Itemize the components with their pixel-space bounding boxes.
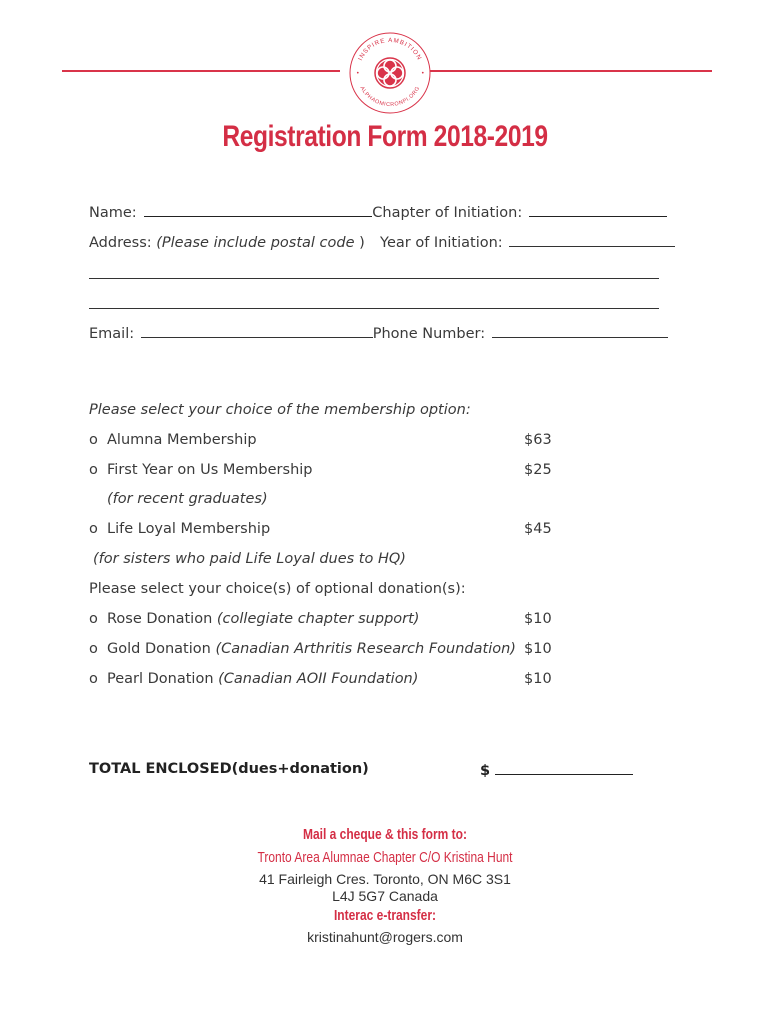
year-label: Year of Initiation: (380, 235, 503, 251)
option-note: (Canadian AOII Foundation) (218, 671, 419, 687)
header-rule-left (62, 70, 340, 72)
name-label: Name: (89, 205, 137, 221)
checkbox-bullet[interactable]: o (89, 462, 98, 478)
option-note-first-year: (for recent graduates) (107, 491, 268, 507)
checkbox-bullet[interactable]: o (89, 671, 98, 687)
donation-option-gold[interactable] (89, 641, 516, 657)
donation-prompt: Please select your choice(s) of optional donation(s): (89, 581, 466, 597)
logo-separator-right: • (421, 70, 425, 77)
donation-option-rose[interactable] (89, 611, 419, 627)
header-rule-right (430, 70, 712, 72)
address-field-line-2[interactable] (89, 278, 659, 279)
logo-ring-bottom-text: ALPHAOMICRONPI.ORG (358, 85, 422, 109)
checkbox-bullet[interactable]: o (89, 521, 98, 537)
logo-seal (347, 30, 433, 116)
chapter-field[interactable] (529, 203, 667, 217)
mailing-heading: Mail a cheque & this form to: (302, 826, 468, 843)
membership-option-first-year[interactable] (89, 462, 313, 478)
address-label: Address: (89, 235, 152, 251)
membership-option-life-loyal[interactable] (89, 521, 270, 537)
page-title: Registration Form 2018-2019 (222, 120, 548, 153)
checkbox-bullet[interactable]: o (89, 641, 98, 657)
email-field[interactable] (141, 324, 373, 338)
price-first-year: $25 (524, 462, 552, 478)
option-label: Gold Donation (107, 641, 211, 657)
address-hint-close: ) (359, 235, 365, 251)
mailing-address-line-1: 41 Fairleigh Cres. Toronto, ON M6C 3S1 (259, 871, 511, 887)
option-note-life-loyal: (for sisters who paid Life Loyal dues to HQ) (93, 551, 406, 567)
email-label: Email: (89, 326, 135, 342)
rose-knot-icon (375, 58, 405, 88)
option-label: Alumna Membership (107, 432, 257, 448)
option-label: First Year on Us Membership (107, 462, 313, 478)
mailing-recipient: Tronto Area Alumnae Chapter C/O Kristina Hunt (257, 849, 513, 866)
checkbox-bullet[interactable]: o (89, 432, 98, 448)
checkbox-bullet[interactable]: o (89, 611, 98, 627)
total-label: TOTAL ENCLOSED(dues+donation) (89, 761, 369, 777)
logo-ring-top-text: INSPIRE AMBITION (356, 36, 424, 62)
option-label: Pearl Donation (107, 671, 214, 687)
total-currency: $ (480, 763, 491, 779)
etransfer-email: kristinahunt@rogers.com (307, 929, 463, 945)
option-label: Rose Donation (107, 611, 213, 627)
membership-option-alumna[interactable] (89, 432, 257, 448)
address-hint: (Please include postal code (156, 235, 355, 251)
donation-option-pearl[interactable] (89, 671, 418, 687)
chapter-label: Chapter of Initiation: (372, 205, 523, 221)
logo-separator-left: • (356, 70, 360, 77)
year-field[interactable] (509, 233, 675, 247)
name-field[interactable] (144, 203, 372, 217)
address-field-line-3[interactable] (89, 308, 659, 309)
option-note: (Canadian Arthritis Research Foundation) (215, 641, 516, 657)
phone-field[interactable] (492, 324, 668, 338)
etransfer-heading: Interac e-transfer: (333, 907, 437, 924)
mailing-address-line-2: L4J 5G7 Canada (332, 888, 438, 904)
email-field-line (89, 324, 668, 342)
address-field-line (89, 233, 675, 251)
name-field-line (89, 203, 667, 221)
price-gold: $10 (524, 641, 552, 657)
price-pearl: $10 (524, 671, 552, 687)
option-label: Life Loyal Membership (107, 521, 271, 537)
phone-label: Phone Number: (372, 326, 486, 342)
total-amount-field[interactable] (495, 761, 633, 775)
price-life-loyal: $45 (524, 521, 552, 537)
price-alumna: $63 (524, 432, 552, 448)
membership-prompt: Please select your choice of the membership option: (89, 402, 471, 418)
option-note: (collegiate chapter support) (216, 611, 420, 627)
total-amount-line (480, 761, 633, 779)
price-rose: $10 (524, 611, 552, 627)
